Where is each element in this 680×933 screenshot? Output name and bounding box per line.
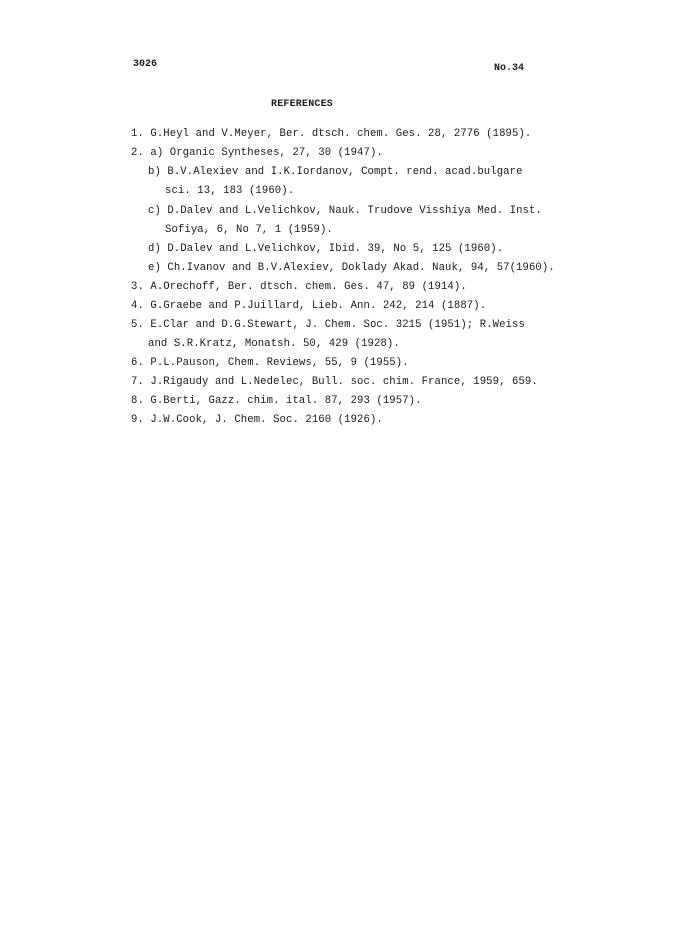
reference-text: G.Heyl and V.Meyer, Ber. dtsch. chem. Ges. 28, 2776 (1895). xyxy=(150,128,532,140)
reference-text: and S.R.Kratz, Monatsh. 50, 429 (1928). xyxy=(148,338,400,350)
reference-text: e) Ch.Ivanov and B.V.Alexiev, Doklady Akad. Nauk, 94, 57(1960). xyxy=(148,262,555,274)
reference-number: 5. xyxy=(131,319,144,331)
reference-line xyxy=(131,146,383,160)
reference-number: 1. xyxy=(131,128,144,140)
reference-line xyxy=(131,280,467,294)
reference-number: 3. xyxy=(131,281,144,293)
references-heading: REFERENCES xyxy=(271,99,334,110)
reference-text: G.Graebe and P.Juillard, Lieb. Ann. 242, 214 (1887). xyxy=(150,300,487,312)
reference-line xyxy=(148,337,400,351)
reference-text: A.Orechoff, Ber. dtsch. chem. Ges. 47, 89 (1914). xyxy=(150,281,467,293)
reference-text: sci. 13, 183 (1960). xyxy=(165,185,295,197)
reference-text: Sofiya, 6, No 7, 1 (1959). xyxy=(165,224,333,236)
reference-line xyxy=(131,318,525,332)
reference-number: 7. xyxy=(131,376,144,388)
reference-number: 6. xyxy=(131,357,144,369)
reference-text: d) D.Dalev and L.Velichkov, Ibid. 39, No 5, 125 (1960). xyxy=(148,243,504,255)
reference-line xyxy=(148,165,523,179)
reference-line xyxy=(165,223,333,237)
reference-line xyxy=(131,356,409,370)
reference-text: b) B.V.Alexiev and I.K.Iordanov, Compt. rend. acad.bulgare xyxy=(148,166,523,178)
reference-line xyxy=(165,184,294,198)
page-number: 3026 xyxy=(133,59,158,70)
reference-text: a) Organic Syntheses, 27, 30 (1947). xyxy=(150,147,383,159)
reference-number: 8. xyxy=(131,395,144,407)
reference-line xyxy=(131,299,486,313)
reference-text: P.L.Pauson, Chem. Reviews, 55, 9 (1955). xyxy=(150,357,409,369)
reference-line xyxy=(131,127,531,141)
reference-line xyxy=(148,204,542,218)
reference-line xyxy=(131,375,538,389)
reference-line xyxy=(148,261,555,275)
reference-line xyxy=(131,394,422,408)
reference-line xyxy=(148,242,503,256)
reference-text: J.Rigaudy and L.Nedelec, Bull. soc. chim. France, 1959, 659. xyxy=(150,376,538,388)
reference-text: J.W.Cook, J. Chem. Soc. 2160 (1926). xyxy=(150,414,383,426)
reference-text: G.Berti, Gazz. chim. ital. 87, 293 (1957). xyxy=(150,395,422,407)
reference-text: E.Clar and D.G.Stewart, J. Chem. Soc. 3215 (1951); R.Weiss xyxy=(150,319,525,331)
reference-number: 4. xyxy=(131,300,144,312)
reference-number: 9. xyxy=(131,414,144,426)
reference-text: c) D.Dalev and L.Velichkov, Nauk. Trudove Visshiya Med. Inst. xyxy=(148,205,542,217)
reference-number: 2. xyxy=(131,147,144,159)
journal-number: No.34 xyxy=(494,63,525,74)
reference-line xyxy=(131,413,383,427)
